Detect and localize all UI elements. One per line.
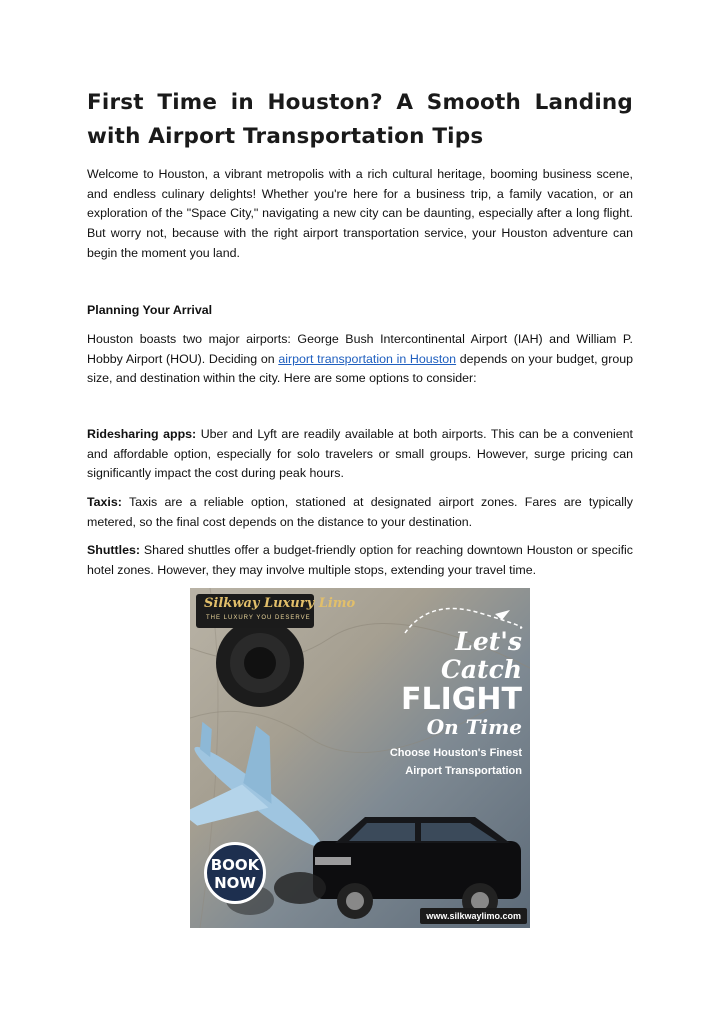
- shuttles-text: Shared shuttles offer a budget-friendly option for reaching downtown Houston or specific hotel zones. However, they may involve multiple stops, extending your travel time.: [87, 543, 633, 577]
- intro-paragraph: Welcome to Houston, a vibrant metropolis with a rich cultural heritage, booming business scene, and endless culinary delights! Whether you're here for a business trip, a family vacation, or an exploration of the "Space City," navigating a new city can be daunting, especially after a long flight. But worry not, because with the right airport transportation service, your Houston adventure can begin the moment you land.: [87, 167, 633, 260]
- page-title: First Time in Houston? A Smooth Landing with Airport Transportation Tips: [87, 90, 633, 149]
- logo-tagline: THE LUXURY YOU DESERVE: [206, 615, 311, 621]
- badge-line-1: BOOK: [210, 856, 260, 874]
- ridesharing-label: Ridesharing apps:: [87, 427, 197, 441]
- shuttles-paragraph: [87, 541, 633, 580]
- taxis-paragraph: [87, 493, 633, 532]
- ridesharing-text: Uber and Lyft are readily available at both airports. This can be a convenient and affordable option, especially for solo travelers or small groups. However, surge pricing can significantly impact the cost during peak hours.: [87, 427, 634, 481]
- ridesharing-paragraph: [87, 425, 633, 484]
- headline-line-1: Let's Catch: [440, 627, 522, 684]
- headline-line-2: FLIGHT: [401, 682, 522, 717]
- planning-text-after: depends on your budget, group size, and destination within the city. Here are some options to consider:: [87, 351, 633, 386]
- book-now-badge: [204, 842, 266, 904]
- subtitle-line-2: Airport Transportation: [405, 765, 522, 777]
- website-url: www.silkwaylimo.com: [420, 908, 527, 924]
- taxis-text: Taxis are a reliable option, stationed at designated airport zones. Fares are typically metered, so the final cost depends on the distance to your destination.: [87, 495, 633, 529]
- promo-headline: [374, 628, 522, 780]
- badge-line-2: NOW: [214, 874, 256, 892]
- logo-name: Silkway Luxury Limo: [204, 596, 356, 611]
- promo-image: [190, 588, 530, 928]
- subtitle-line-1: Choose Houston's Finest: [389, 747, 522, 759]
- airport-transportation-link[interactable]: airport transportation in Houston: [278, 351, 457, 366]
- planning-text-before: Houston boasts two major airports: George Bush Intercontinental Airport (IAH) and William P. Hobby Airport (HOU). Deciding on: [87, 332, 633, 366]
- headline-line-3: On Time: [426, 715, 522, 739]
- planning-paragraph: [87, 330, 633, 389]
- shuttles-label: Shuttles:: [87, 543, 141, 557]
- silkway-logo: [196, 594, 356, 628]
- section-heading: Planning Your Arrival: [87, 303, 213, 317]
- taxis-label: Taxis:: [87, 495, 122, 509]
- headline-subtitle: [374, 744, 522, 780]
